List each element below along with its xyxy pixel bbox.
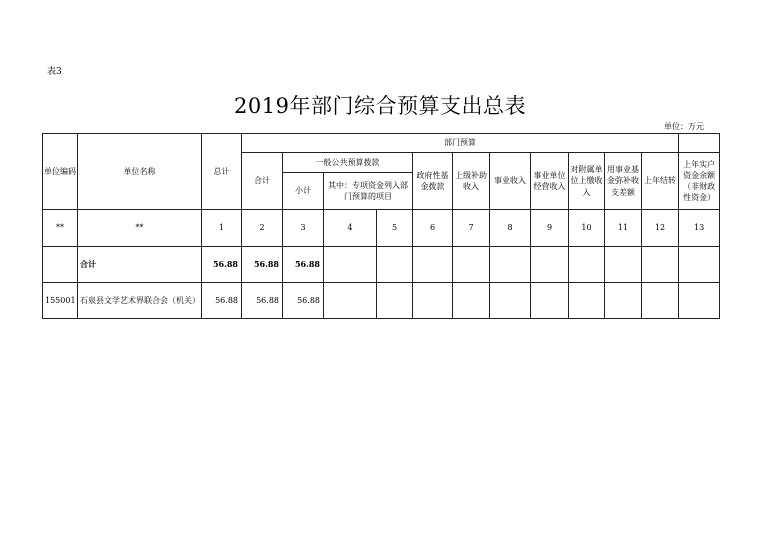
index-cell: 3 xyxy=(283,210,324,247)
header-business-income: 事业收入 xyxy=(490,153,531,210)
header-special-funds: 其中：专项资金列入部门预算的项目 xyxy=(324,173,413,210)
header-carryover: 上年结转 xyxy=(642,153,679,210)
total-total: 56.88 xyxy=(202,247,242,283)
header-gov-fund: 政府性基金拨款 xyxy=(413,153,453,210)
page-title: 2019年部门综合预算支出总表 xyxy=(234,94,526,118)
total-cell: 56.88 xyxy=(202,283,242,319)
index-cell: 12 xyxy=(642,210,679,247)
subtotal-cell: 56.88 xyxy=(242,283,283,319)
index-cell: 6 xyxy=(413,210,453,247)
index-cell: 8 xyxy=(490,210,531,247)
index-row xyxy=(43,210,720,247)
header-total: 总计 xyxy=(202,134,242,210)
index-cell: 5 xyxy=(377,210,413,247)
index-cell: 1 xyxy=(202,210,242,247)
table-row xyxy=(43,283,720,319)
index-cell: 13 xyxy=(679,210,720,247)
index-cell: ** xyxy=(78,210,202,247)
small-total-cell: 56.88 xyxy=(283,283,324,319)
header-fund-make-up: 用事业基金弥补收支差额 xyxy=(605,153,642,210)
header-unit-name: 单位名称 xyxy=(78,134,202,210)
header-small-total: 小计 xyxy=(283,173,324,210)
index-cell: 11 xyxy=(605,210,642,247)
index-cell: 10 xyxy=(569,210,605,247)
index-cell: 9 xyxy=(531,210,569,247)
header-operating-income: 事业单位经营收入 xyxy=(531,153,569,210)
header-superior-subsidy: 上级补助收入 xyxy=(453,153,490,210)
unit-code-cell: 155001 xyxy=(43,283,78,319)
header-prior-balance: 上年实户资金余额（非财政性资金） xyxy=(679,153,720,210)
total-small-total: 56.88 xyxy=(283,247,324,283)
table-number: 表3 xyxy=(47,67,62,77)
header-blank xyxy=(679,134,720,153)
header-dept-budget: 部门预算 xyxy=(242,134,679,153)
index-cell: 4 xyxy=(324,210,377,247)
index-cell: 7 xyxy=(453,210,490,247)
index-cell: 2 xyxy=(242,210,283,247)
header-unit-code: 单位编码 xyxy=(43,134,78,210)
total-row xyxy=(43,247,720,283)
header-general-public: 一般公共预算拨款 xyxy=(283,153,413,173)
unit-label: 单位：万元 xyxy=(664,122,704,131)
unit-name-cell: 石泉县文学艺术界联合会（机关） xyxy=(78,283,202,319)
header-affiliated-income: 对附属单位上缴收入 xyxy=(569,153,605,210)
index-cell: ** xyxy=(43,210,78,247)
budget-table xyxy=(42,133,720,319)
total-subtotal: 56.88 xyxy=(242,247,283,283)
header-subtotal: 合计 xyxy=(242,153,283,210)
total-label: 合计 xyxy=(78,247,202,283)
